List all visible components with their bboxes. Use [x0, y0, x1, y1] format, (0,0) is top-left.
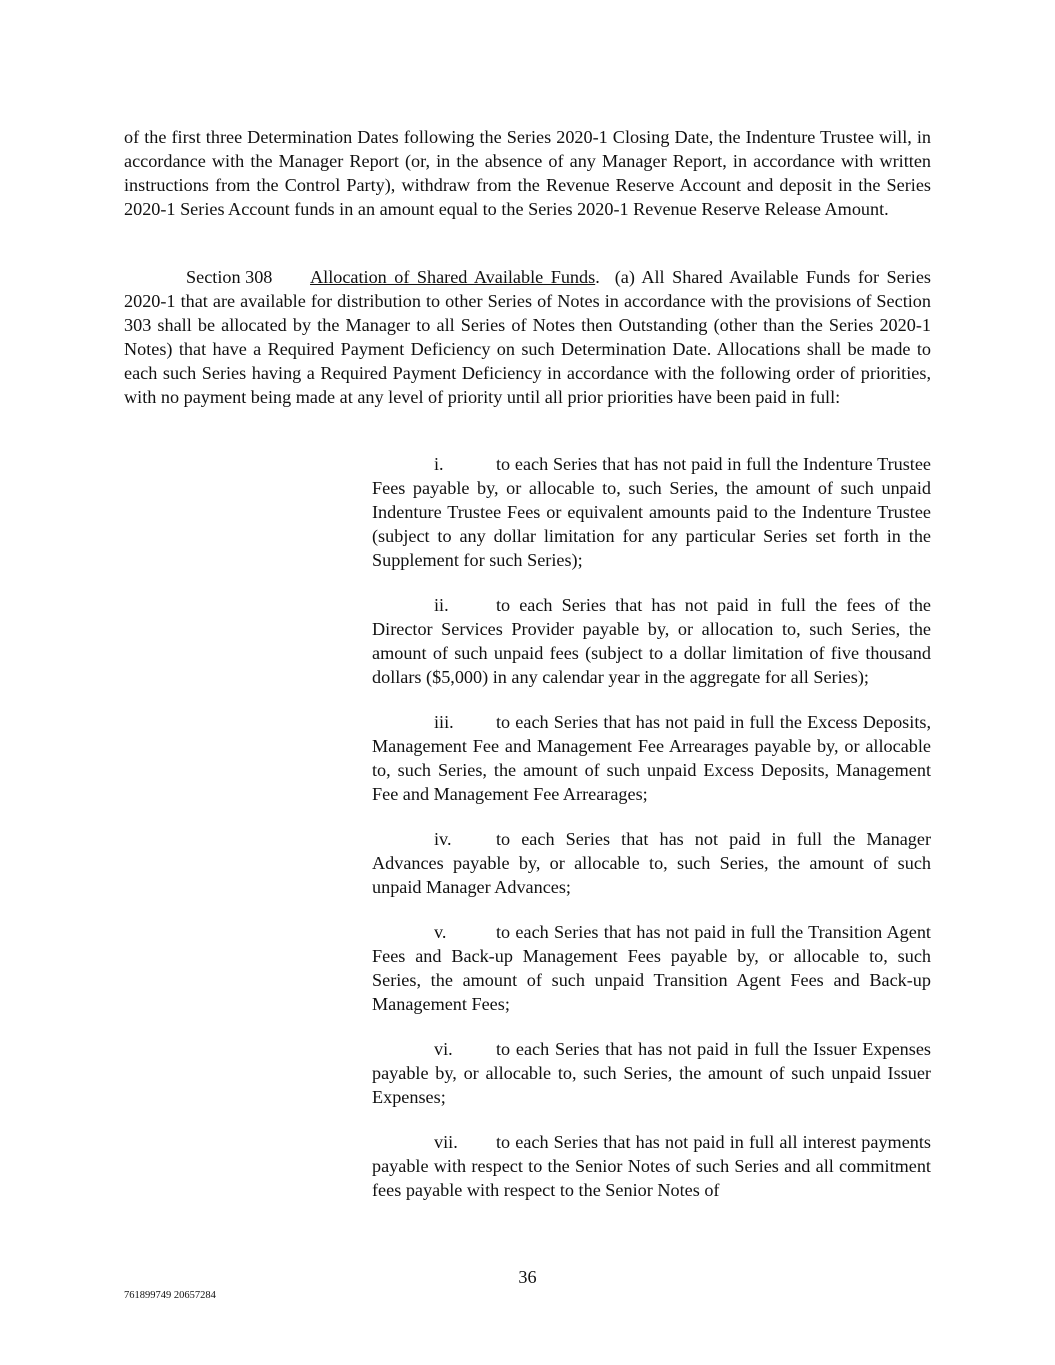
item-number: vii.: [434, 1132, 458, 1152]
list-item: [372, 593, 931, 689]
list-item: [372, 920, 931, 1016]
section-title: Allocation of Shared Available Funds: [310, 267, 596, 287]
priority-list: [372, 452, 931, 1223]
list-item: [372, 827, 931, 899]
item-number: vi.: [434, 1039, 453, 1059]
item-text: to each Series that has not paid in full the Manager Advances payable by, or allocable to, such Series, the amount of such unpaid Manager Advances;: [372, 829, 931, 897]
item-number: v.: [434, 922, 447, 942]
item-number: ii.: [434, 595, 449, 615]
list-item: [372, 710, 931, 806]
item-number: i.: [434, 454, 444, 474]
section-body: (a) All Shared Available Funds for Series 2020-1 that are available for distribution to other Series of Notes in accordance with the provisions of Section 303 shall be allocated by the Manager to all Series of Notes then Outstanding (other than the Series 2020-1 Notes) that have a Required Payment Deficiency on such Determination Date. Allocations shall be made to each such Series having a Required Payment Deficiency in accordance with the following order of priorities, with no payment being made at any level of priority until all prior priorities have been paid in full:: [124, 267, 931, 407]
list-item: [372, 1037, 931, 1109]
list-item: [372, 1130, 931, 1202]
item-text: to each Series that has not paid in full the Excess Deposits, Management Fee and Management Fee Arrearages payable by, or allocable to, such Series, the amount of such unpaid Excess Deposits, Management Fee and Management Fee Arrearages;: [372, 712, 931, 804]
item-text: to each Series that has not paid in full all interest payments payable with respect to the Senior Notes of such Series and all commitment fees payable with respect to the Senior Notes of: [372, 1132, 931, 1200]
item-number: iii.: [434, 712, 454, 732]
item-text: to each Series that has not paid in full the Issuer Expenses payable by, or allocable to, such Series, the amount of such unpaid Issuer Expenses;: [372, 1039, 931, 1107]
section-title-punct: .: [595, 267, 600, 287]
item-number: iv.: [434, 829, 452, 849]
continued-paragraph: of the first three Determination Dates following the Series 2020-1 Closing Date, the Indenture Trustee will, in accordance with the Manager Report (or, in the absence of any Manager Report, in accordance with written instructions from the Control Party), withdraw from the Revenue Reserve Account and deposit in the Series 2020-1 Series Account funds in an amount equal to the Series 2020-1 Revenue Reserve Release Amount.: [124, 127, 931, 219]
item-text: to each Series that has not paid in full the Transition Agent Fees and Back-up Management Fees payable by, or allocable to, such Series, the amount of such unpaid Transition Agent Fees and Back-up Management Fees;: [372, 922, 931, 1014]
item-text: to each Series that has not paid in full the fees of the Director Services Provider payable by, or allocation to, such Series, the amount of such unpaid fees (subject to a dollar limitation of five thousand dollars ($5,000) in any calendar year in the aggregate for all Series);: [372, 595, 931, 687]
section-number: Section 308: [186, 267, 273, 287]
document-id: 761899749 20657284: [124, 1290, 216, 1301]
list-item: [372, 452, 931, 572]
page-number: 36: [518, 1267, 537, 1287]
section-308-paragraph: [124, 265, 931, 409]
item-text: to each Series that has not paid in full the Indenture Trustee Fees payable by, or allocable to, such Series, the amount of such unpaid Indenture Trustee Fees or equivalent amounts paid to the Indenture Trustee (subject to any dollar limitation for any particular Series set forth in the Supplement for such Series);: [372, 454, 931, 570]
